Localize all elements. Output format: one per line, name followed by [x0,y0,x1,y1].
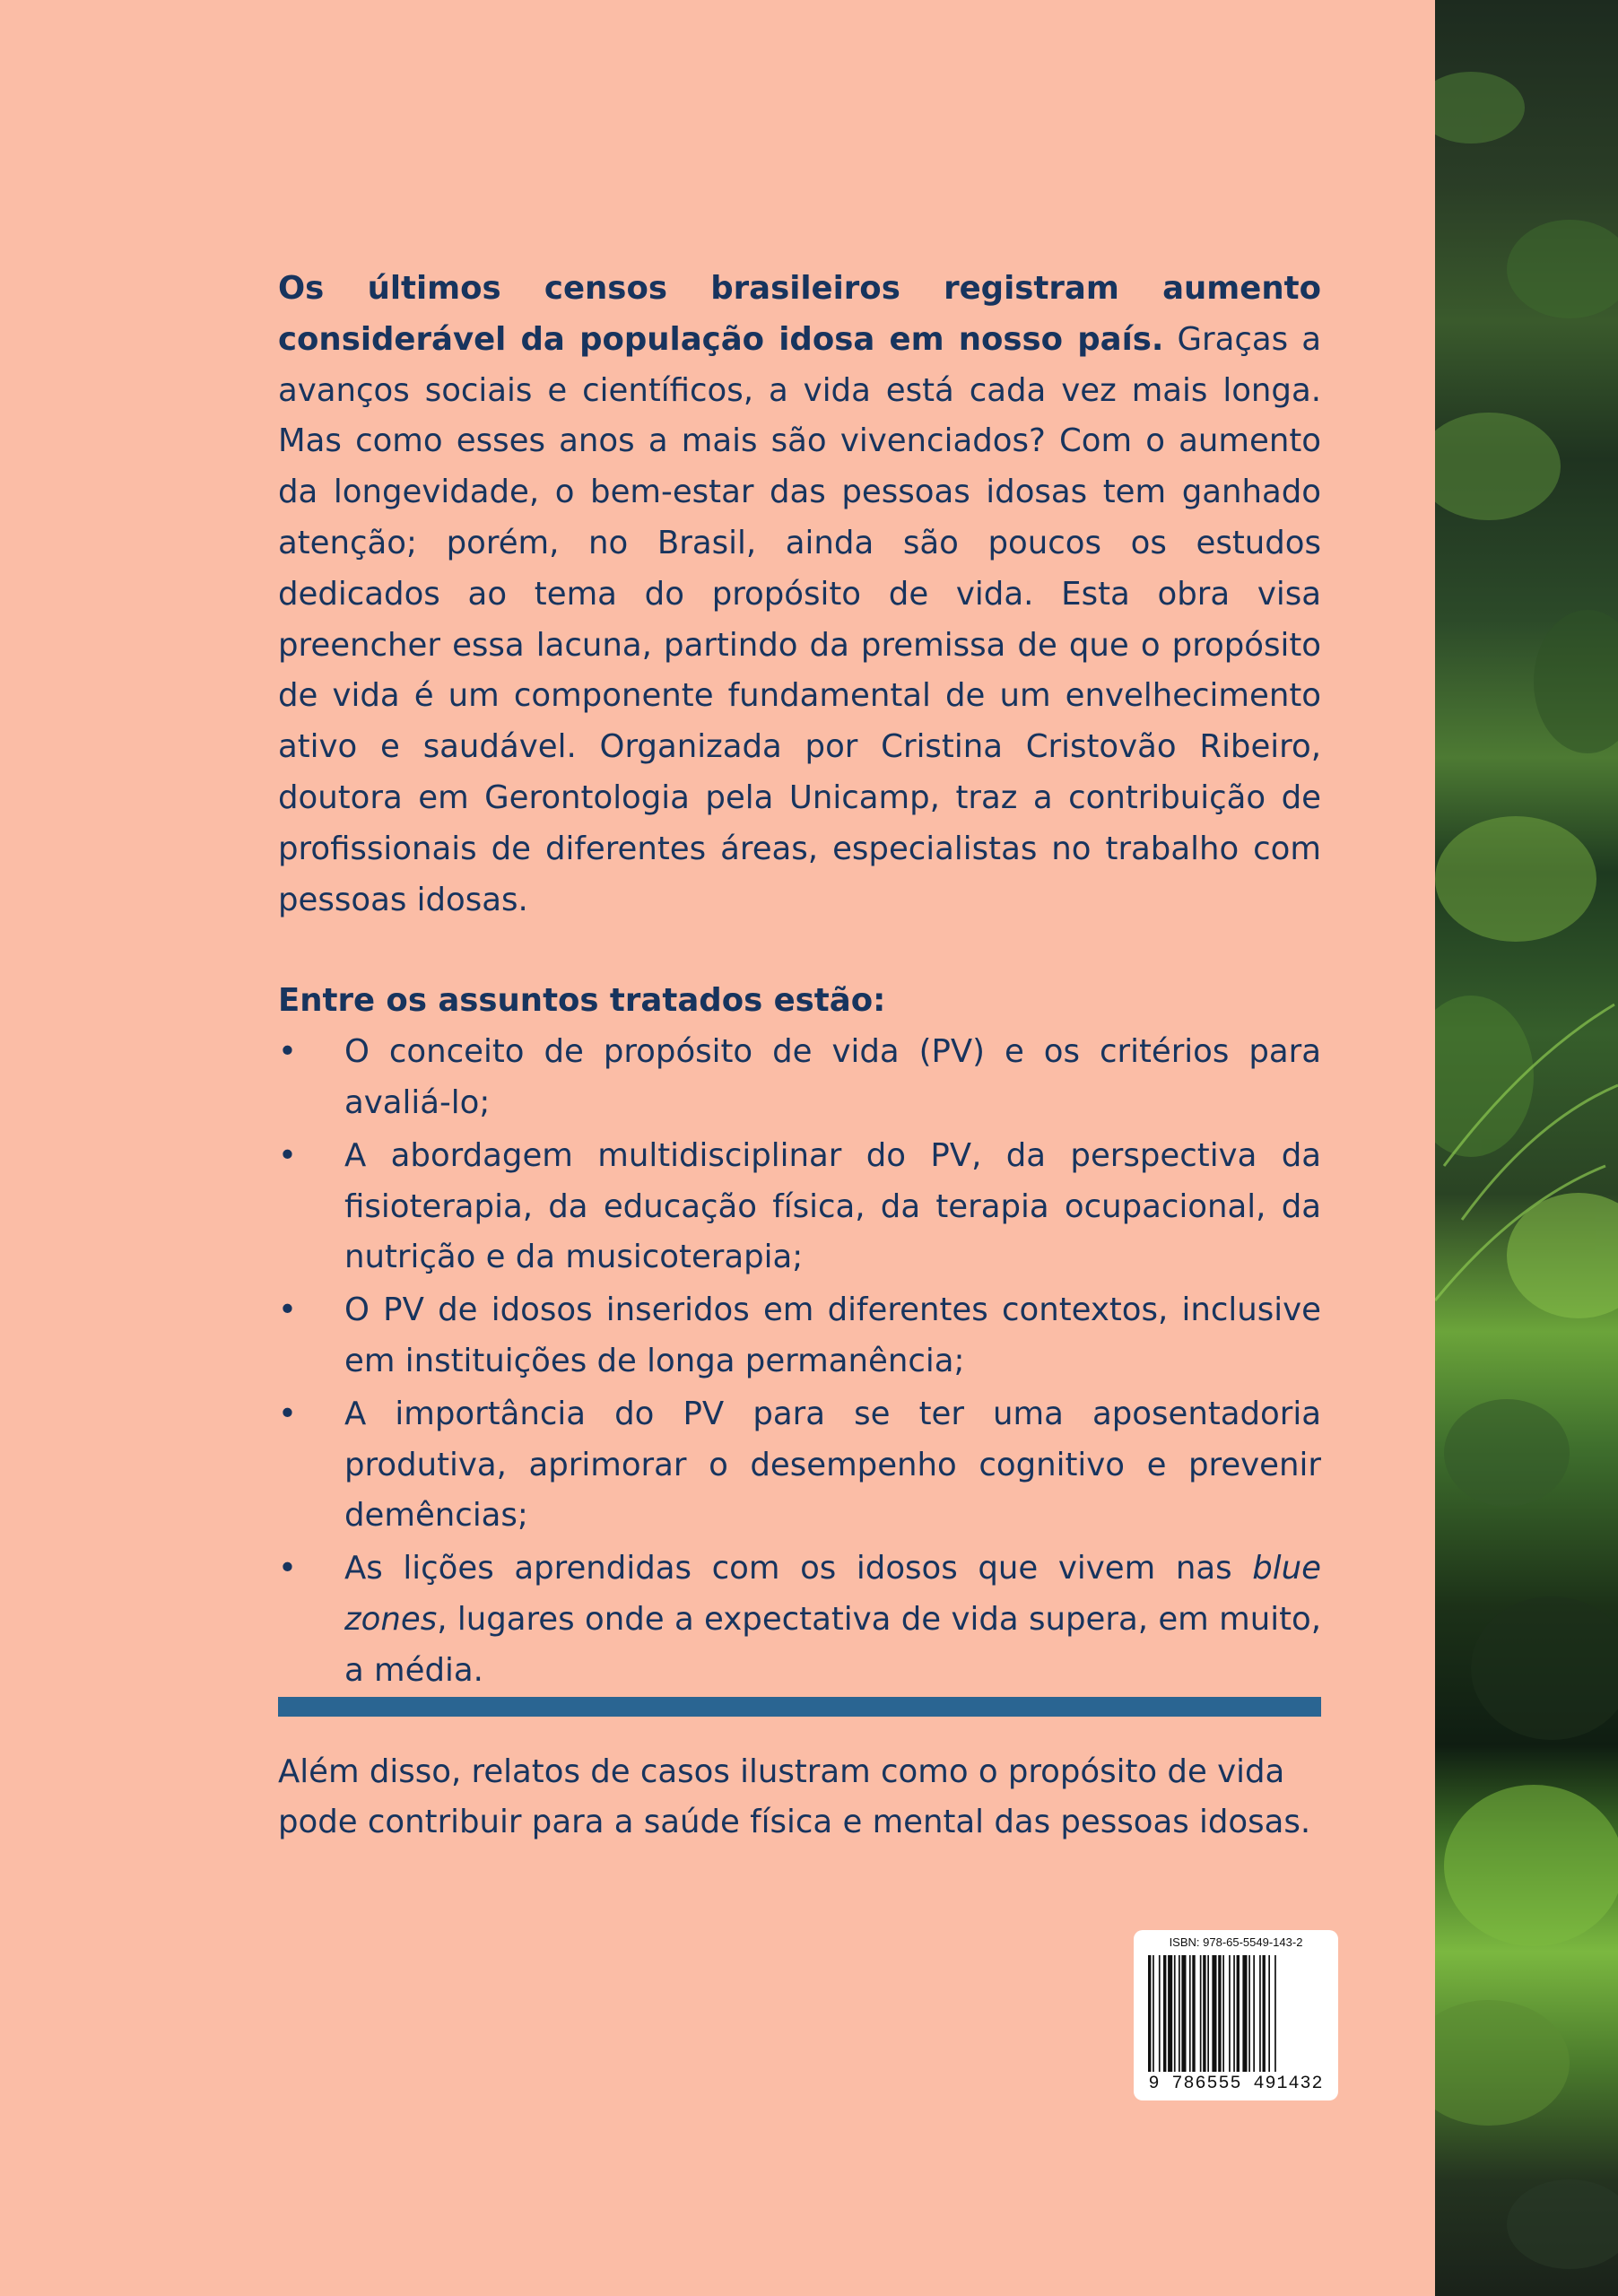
topics-list [278,1027,1321,1696]
list-item: • O conceito de propósito de vida (PV) e os critérios para avaliá-lo; [278,1027,1321,1129]
intro-lead-bold: Os últimos censos brasileiros registram aumento considerável da população idosa em nosso país. [278,270,1321,358]
bullet-icon: • [278,1033,297,1071]
bullet-icon: • [278,1550,297,1587]
bullet-icon: • [278,1395,297,1432]
intro-body: Graças a avanços sociais e científicos, a vida está cada vez mais longa. Mas como esses anos a mais são vivenciados? Com o aumento da longevidade, o bem-estar das pessoas idosas tem ganhado atenção; porém, no Brasil, ainda são poucos os estudos dedicados ao tema do propósito de vida. Esta obra visa preencher essa lacuna, partindo da premissa de que o propósito de vida é um componente fundamental de um envelhecimento ativo e saudável. Organizada por Cristina Cristovão Ribeiro, doutora em Gerontologia pela Unicamp, traz a contribuição de profissionais de diferentes áreas, especialistas no trabalho com pessoas idosas. [278,320,1321,918]
plant-foliage-image [1435,0,1618,2296]
topics-title: Entre os assuntos tratados estão: [278,982,886,1020]
list-item: • O PV de idosos inseridos em diferentes contextos, inclusive em instituições de longa permanência; [278,1285,1321,1387]
description-text [278,264,1321,1848]
barcode-digits: 9 786555 491432 [1148,2074,1324,2094]
isbn-barcode [1134,1930,1338,2100]
barcode-bars-icon [1146,1955,1326,2072]
plant-photo-strip [1435,0,1618,2296]
list-item: • As lições aprendidas com os idosos que vivem nas blue zones, lugares onde a expectativa de vida supera, em muito, a média. [278,1544,1321,1696]
divider-bar [278,1697,1321,1717]
bullet-icon: • [278,1136,297,1174]
list-item: • A abordagem multidisciplinar do PV, da perspectiva da fisioterapia, da educação física, da terapia ocupacional, da nutrição e da musicoterapia; [278,1131,1321,1283]
blue-zones-term: blue zones [344,1550,1321,1638]
list-item: • A importância do PV para se ter uma aposentadoria produtiva, aprimorar o desempenho cognitivo e prevenir demências; [278,1389,1321,1542]
closing-paragraph: Além disso, relatos de casos ilustram como o propósito de vida pode contribuir para a saúde física e mental das pessoas idosas. [278,1752,1311,1841]
isbn-label: ISBN: 978-65-5549-143-2 [1169,1935,1303,1949]
bullet-icon: • [278,1292,297,1329]
intro-paragraph [278,264,1321,926]
